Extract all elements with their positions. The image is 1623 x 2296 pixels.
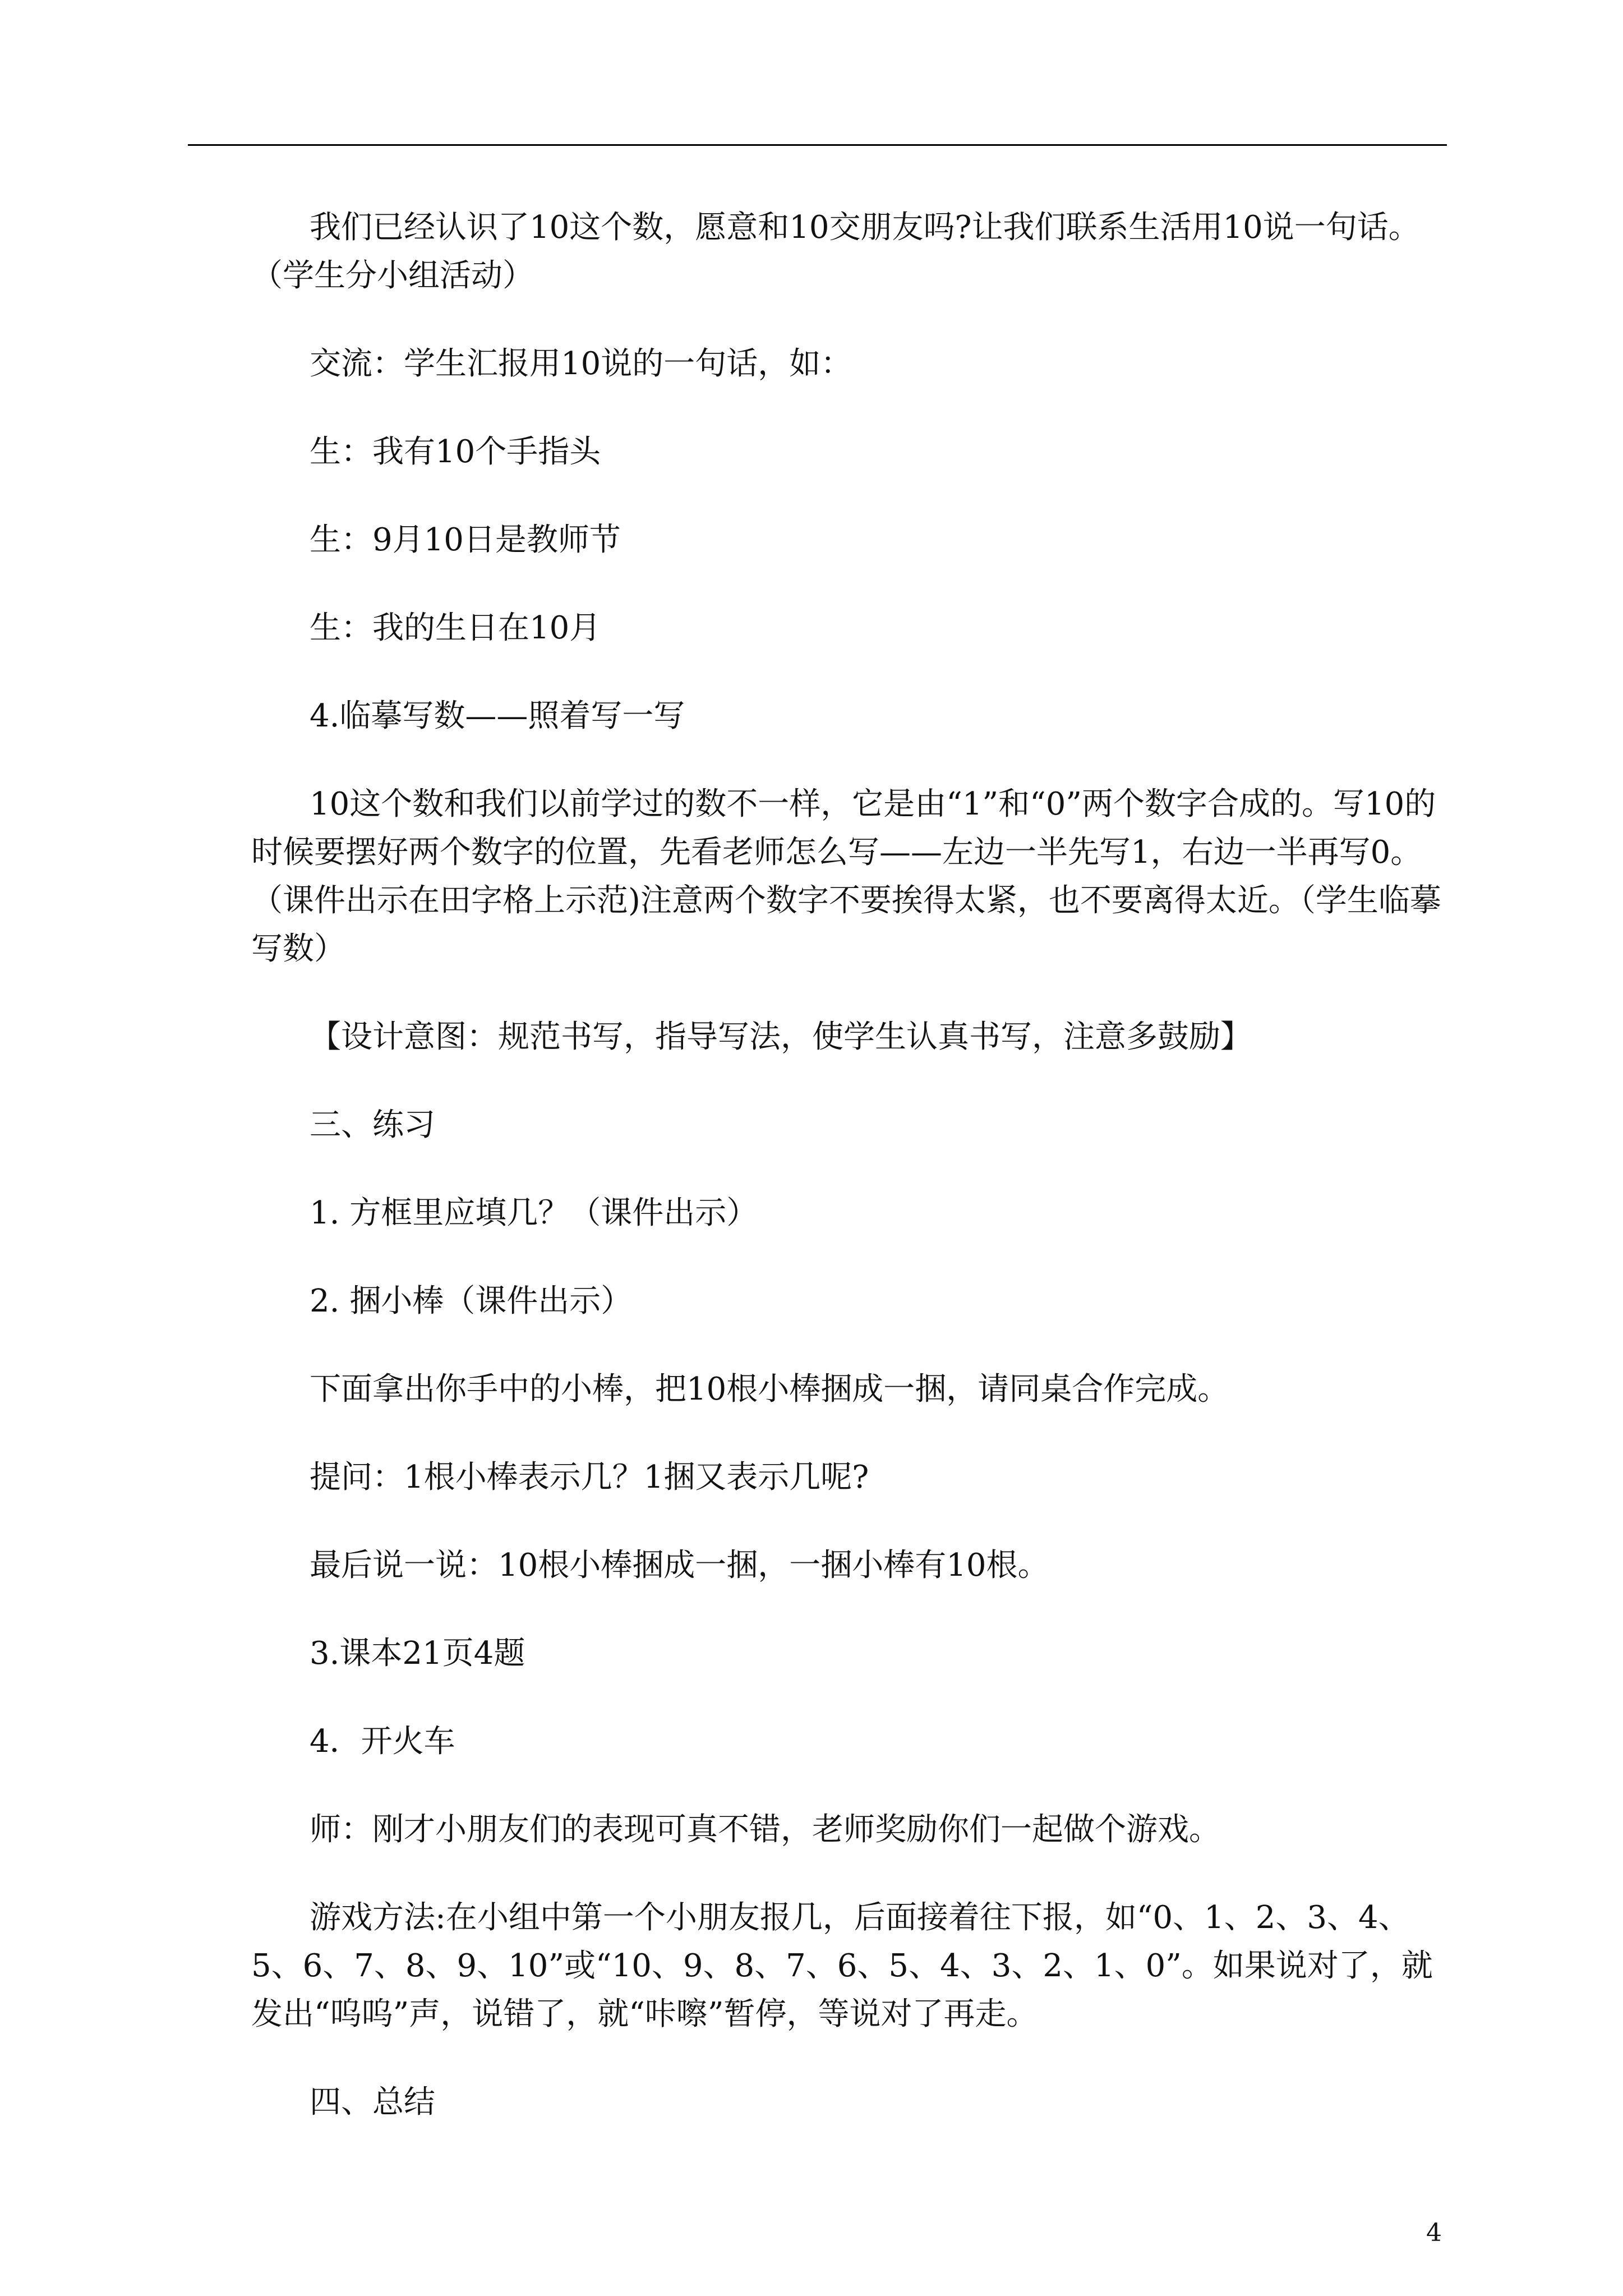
- paragraph-student-1: 生：我有10个手指头: [310, 434, 601, 470]
- paragraph-bundle-sticks: 下面拿出你手中的小棒，把10根小棒捆成一捆，请同桌合作完成。: [310, 1371, 1229, 1407]
- header-rule: [188, 144, 1447, 146]
- exercise-2: 2. 捆小棒（课件出示）: [310, 1283, 633, 1319]
- paragraph-question: 提问：1根小棒表示几？1捆又表示几呢?: [310, 1459, 869, 1496]
- section-heading-copy-writing: 4.临摹写数——照着写一写: [310, 698, 685, 734]
- paragraph-student-2: 生：9月10日是教师节: [310, 522, 621, 558]
- paragraph-conclusion-say: 最后说一说：10根小棒捆成一捆，一捆小棒有10根。: [310, 1547, 1049, 1584]
- exercise-3: 3.课本21页4题: [310, 1635, 525, 1672]
- paragraph-writing-instructions: 10这个数和我们以前学过的数不一样，它是由“1”和“0”两个数字合成的。写10的时候要摆好两个数字的位置，先看老师怎么写——左边一半先写1，右边一半再写0。（课件出示在田字格上示范)注意两个数字不要挨得太紧，也不要离得太近。（学生临摹写数）: [251, 786, 1441, 967]
- paragraph-game-method: 游戏方法:在小组中第一个小朋友报几，后面接着往下报，如“0、1、2、3、4、5、6、7、8、9、10”或“10、9、8、7、6、5、4、3、2、1、0”。如果说对了，就发出“呜呜”声，说错了，就“咔嚓”暂停，等说对了再走。: [251, 1899, 1433, 2032]
- exercise-1: 1. 方框里应填几？（课件出示）: [310, 1195, 758, 1231]
- page-number: 4: [1426, 2219, 1442, 2247]
- paragraph-design-intent: 【设计意图：规范书写，指导写法，使学生认真书写，注意多鼓励】: [310, 1019, 1252, 1055]
- paragraph-teacher: 师：刚才小朋友们的表现可真不错，老师奖励你们一起做个游戏。: [310, 1811, 1220, 1848]
- paragraph-intro: 我们已经认识了10这个数，愿意和10交朋友吗?让我们联系生活用10说一句话。（学生分小组活动）: [251, 209, 1420, 294]
- exercise-4: 4．开火车: [310, 1723, 455, 1760]
- paragraph-student-3: 生：我的生日在10月: [310, 610, 601, 646]
- section-heading-practice: 三、练习: [310, 1107, 435, 1143]
- section-heading-summary: 四、总结: [310, 2084, 435, 2120]
- paragraph-exchange: 交流：学生汇报用10说的一句话，如：: [310, 346, 852, 382]
- document-body: [251, 204, 1442, 2166]
